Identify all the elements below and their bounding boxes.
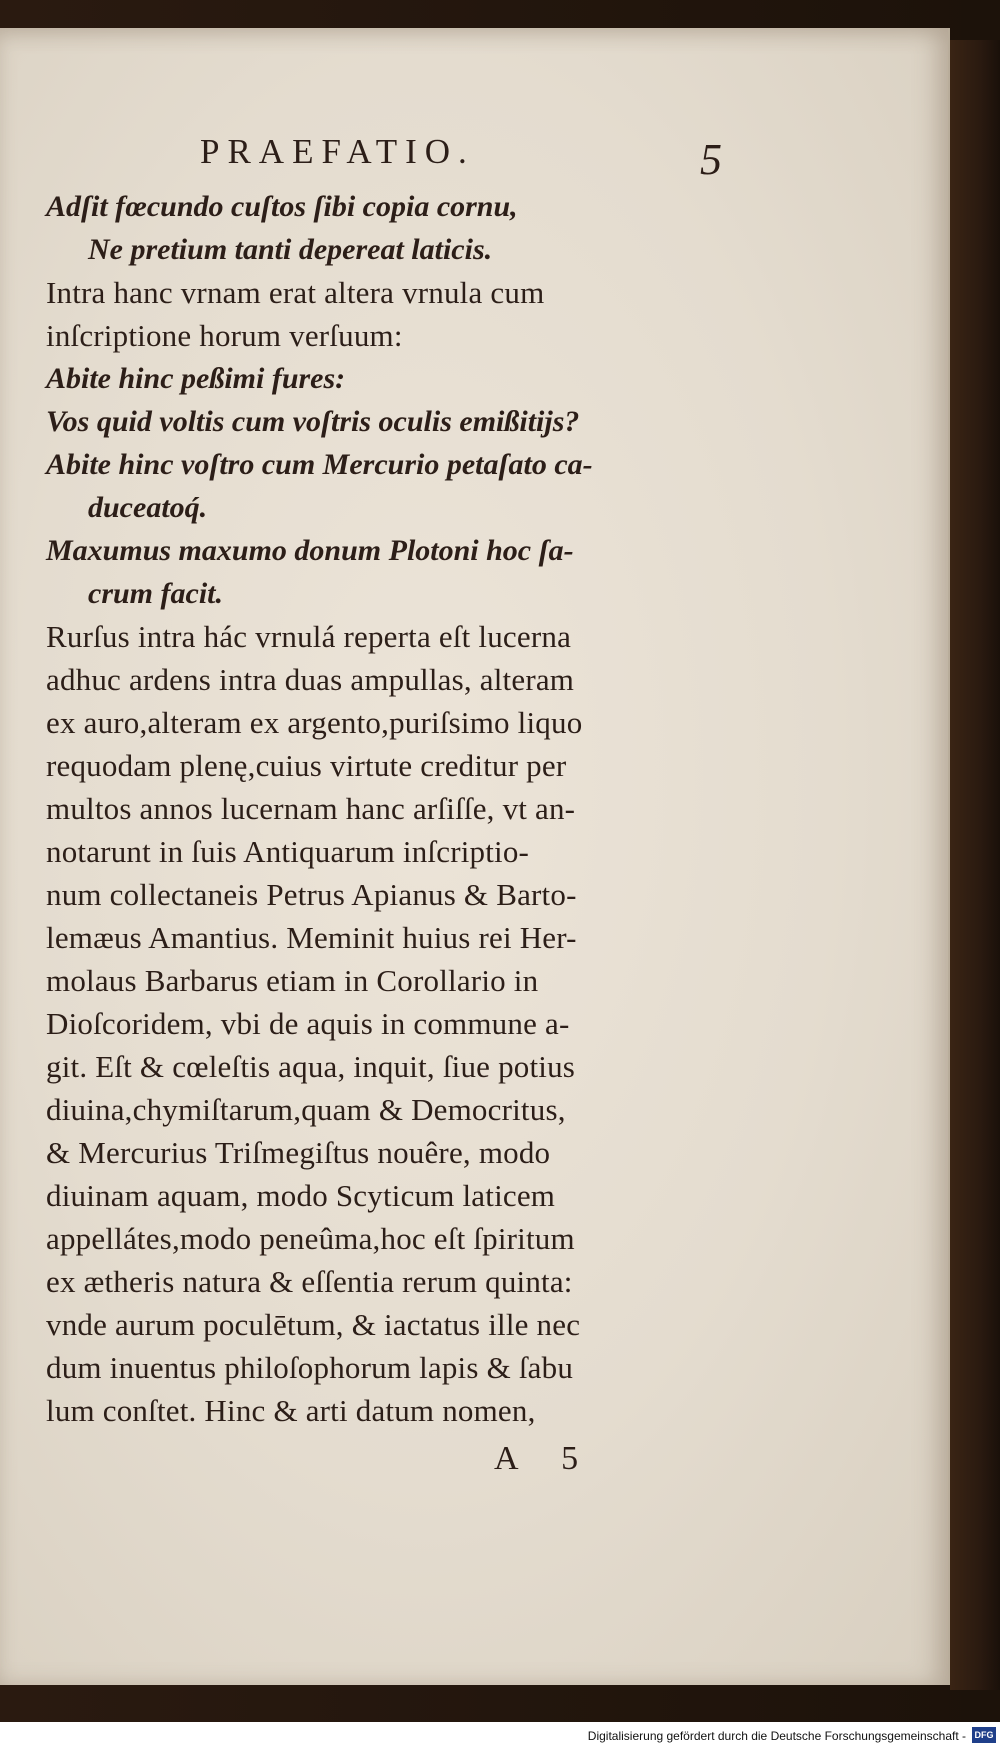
text-line: crum facit. — [88, 577, 223, 610]
text-line: inſcriptione horum verſuum: — [46, 318, 403, 353]
text-line: notarunt in ſuis Antiquarum inſcriptio- — [46, 834, 530, 869]
text-line: dum inuentus philoſophorum lapis & ſabu — [46, 1350, 574, 1385]
text-line: & Mercurius Triſmegiſtus nouêre, modo — [46, 1135, 551, 1170]
text-line: appellátes,modo peneûma,hoc eſt ſpiritum — [46, 1221, 575, 1256]
text-line: Rurſus intra hác vrnulá reperta eſt lucerna — [46, 619, 572, 654]
text-line: Intra hanc vrnam erat altera vrnula cum — [46, 275, 545, 310]
text-line: ex auro,alteram ex argento,puriſsimo liquo — [46, 705, 583, 740]
text-line: num collectaneis Petrus Apianus & Barto- — [46, 877, 577, 912]
text-line: requodam plenę,cuius virtute creditur per — [46, 748, 567, 783]
text-line: adhuc ardens intra duas ampullas, alteram — [46, 662, 575, 697]
text-line: git. Eſt & cœleſtis aqua, inquit, ſiue potius — [46, 1049, 576, 1084]
digitization-credit: Digitalisierung gefördert durch die Deutsche Forschungsgemeinschaft - — [587, 1729, 966, 1743]
text-line: lemæus Amantius. Meminit huius rei Her- — [46, 920, 577, 955]
text-line: multos annos lucernam hanc arſiſſe, vt an- — [46, 791, 576, 826]
text-line: ex ætheris natura & eſſentia rerum quinta: — [46, 1264, 573, 1299]
text-line: Abite hinc peßimi fures: — [46, 362, 346, 395]
text-line: Dioſcoridem, vbi de aquis in commune a- — [46, 1006, 570, 1041]
text-line: Abite hinc voſtro cum Mercurio petaſato ca- — [46, 448, 593, 481]
body-text — [46, 185, 716, 1432]
signature-mark: A 5 — [494, 1440, 597, 1477]
text-line: duceatoq́. — [88, 491, 208, 524]
text-line: diuinam aquam, modo Scyticum laticem — [46, 1178, 556, 1213]
text-line: Ne pretium tanti depereat laticis. — [88, 233, 493, 266]
text-line: lum conſtet. Hinc & arti datum nomen, — [46, 1393, 536, 1428]
text-line: vnde aurum poculētum, & iactatus ille nec — [46, 1307, 581, 1342]
dfg-logo: DFG — [972, 1727, 996, 1743]
running-header: PRAEFATIO. — [200, 132, 475, 171]
page-number: 5 — [700, 135, 722, 184]
text-line: molaus Barbarus etiam in Corollario in — [46, 963, 539, 998]
text-line: Adſit fœcundo cuſtos ſibi copia cornu, — [46, 190, 518, 223]
text-line: Vos quid voltis cum voſtris oculis emißitijs? — [46, 405, 580, 438]
book-edge — [950, 40, 1000, 1690]
text-line: Maxumus maxumo donum Plotoni hoc ſa- — [46, 534, 574, 567]
text-line: diuina,chymiſtarum,quam & Democritus, — [46, 1092, 566, 1127]
